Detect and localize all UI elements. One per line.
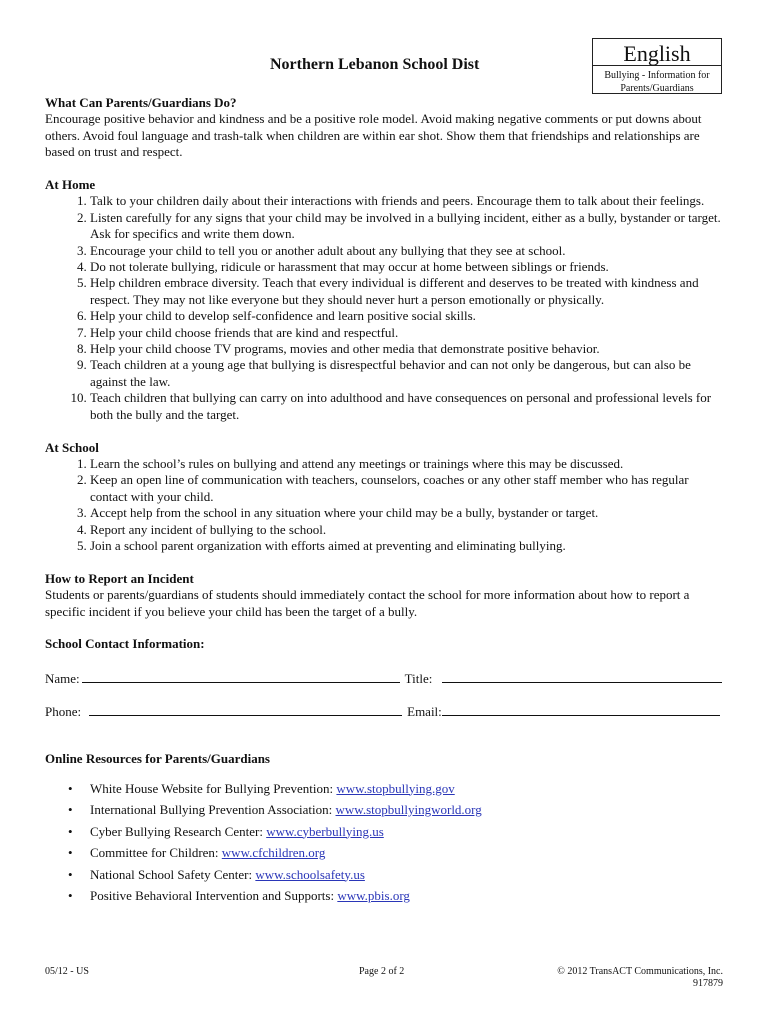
resource-label: White House Website for Bullying Prevention: — [90, 780, 334, 796]
intro-text: Encourage positive behavior and kindness and be a positive role model. Avoid making negative comments or put downs about others. Avoid foul language and trash-talk when children are within ear shot. Show them that friendships and relationships are based on trust and respect. — [45, 111, 702, 160]
footer-code: 917879 — [693, 978, 723, 989]
list-item: 5. Help children embrace diversity. Teach that every individual is different and deserves to be treated with kindness and respect. They may not like everyone but they should never hurt a person emotionally or physically. — [90, 275, 725, 308]
list-item: 3. Encourage your child to tell you or another adult about any bullying that they see at school. — [90, 243, 725, 259]
phone-label: Phone: — [45, 703, 82, 719]
resource-link[interactable]: www.schoolsafety.us — [255, 866, 365, 882]
title-field[interactable] — [442, 669, 722, 683]
footer-version: 05/12 - US — [45, 966, 89, 977]
list-item: 10. Teach children that bullying can carry on into adulthood and have consequences on personal and professional levels for both the bully and the target. — [90, 390, 725, 423]
at-home-list — [45, 193, 725, 423]
list-item: 4. Do not tolerate bullying, ridicule or harassment that may occur at home between siblings or friends. — [90, 259, 725, 275]
report-heading: How to Report an Incident — [45, 570, 194, 586]
audience-label: Parents/Guardians — [620, 83, 694, 94]
list-item — [68, 885, 725, 907]
phone-email-row — [45, 702, 725, 718]
list-item: 3. Accept help from the school in any situation where your child may be a bully, bystander or target. — [90, 505, 725, 521]
list-item: 7. Help your child choose friends that are kind and respectful. — [90, 325, 725, 341]
bullet-icon: • — [68, 866, 73, 882]
footer-copyright: © 2012 TransACT Communications, Inc. — [557, 966, 723, 977]
resource-label: Positive Behavioral Intervention and Supports: — [90, 888, 335, 903]
bullet-icon: • — [68, 845, 73, 860]
name-field[interactable] — [82, 669, 400, 683]
doc-type-label: Bullying - Information for — [604, 70, 710, 81]
resource-link[interactable]: www.stopbullying.gov — [336, 780, 455, 796]
resource-label: Cyber Bullying Research Center: — [90, 823, 263, 839]
list-item: 4. Report any incident of bullying to the school. — [90, 522, 725, 538]
resources-heading: Online Resources for Parents/Guardians — [45, 751, 270, 767]
list-item — [68, 799, 725, 821]
resource-label: National School Safety Center: — [90, 866, 253, 882]
list-item: 1. Talk to your children daily about their interactions with friends and peers. Encourage them to talk about their feelings. — [90, 193, 725, 209]
at-school-list — [45, 456, 725, 554]
language-label: English — [593, 39, 721, 66]
resource-label: Committee for Children: — [90, 845, 219, 860]
list-item: 8. Help your child choose TV programs, movies and other media that demonstrate positive behavior. — [90, 341, 725, 357]
list-item — [68, 864, 725, 886]
bullet-icon: • — [68, 780, 73, 796]
email-label: Email: — [407, 703, 442, 719]
resource-link[interactable]: www.pbis.org — [337, 888, 410, 903]
name-label: Name: — [45, 671, 80, 687]
bullet-icon: • — [68, 823, 73, 839]
list-item: 2. Keep an open line of communication with teachers, counselors, coaches or any other staff member who has regular contact with your child. — [90, 472, 725, 505]
footer-page-number: Page 2 of 2 — [359, 966, 405, 977]
bullet-icon: • — [68, 888, 73, 903]
resources-list — [45, 778, 725, 907]
title-label: Title: — [404, 671, 433, 687]
intro-heading: What Can Parents/Guardians Do? — [45, 95, 237, 110]
resource-link[interactable]: www.cfchildren.org — [221, 845, 326, 860]
document-body — [45, 95, 725, 907]
phone-field[interactable] — [89, 702, 402, 716]
list-item: 9. Teach children at a young age that bullying is disrespectful behavior and can not only be dangerous, but can also be against the law. — [90, 357, 725, 390]
bullet-icon: • — [68, 802, 73, 817]
list-item: 6. Help your child to develop self-confidence and learn positive social skills. — [90, 308, 725, 324]
list-item — [68, 778, 725, 800]
list-item: 2. Listen carefully for any signs that your child may be involved in a bullying incident, either as a bully, bystander or target. Ask for specifics and write them down. — [90, 210, 725, 243]
contact-heading: School Contact Information: — [45, 636, 205, 652]
at-school-heading: At School — [45, 439, 99, 455]
report-text: Students or parents/guardians of students should immediately contact the school for more information about how to report a specific incident if you believe your child has been the target of a bully. — [45, 587, 690, 619]
district-title: Northern Lebanon School Dist — [270, 56, 480, 73]
resource-link[interactable]: www.stopbullyingworld.org — [335, 802, 482, 817]
list-item: 1. Learn the school’s rules on bullying and attend any meetings or trainings where this may be discussed. — [90, 456, 725, 472]
name-title-row — [45, 669, 725, 685]
at-home-heading: At Home — [45, 177, 96, 193]
resource-label: International Bullying Prevention Association: — [90, 802, 333, 817]
list-item — [68, 842, 725, 864]
resource-link[interactable]: www.cyberbullying.us — [266, 823, 384, 839]
list-item: 5. Join a school parent organization with efforts aimed at preventing and eliminating bullying. — [90, 538, 725, 554]
language-box — [592, 38, 722, 94]
email-field[interactable] — [442, 702, 720, 716]
list-item — [68, 821, 725, 843]
